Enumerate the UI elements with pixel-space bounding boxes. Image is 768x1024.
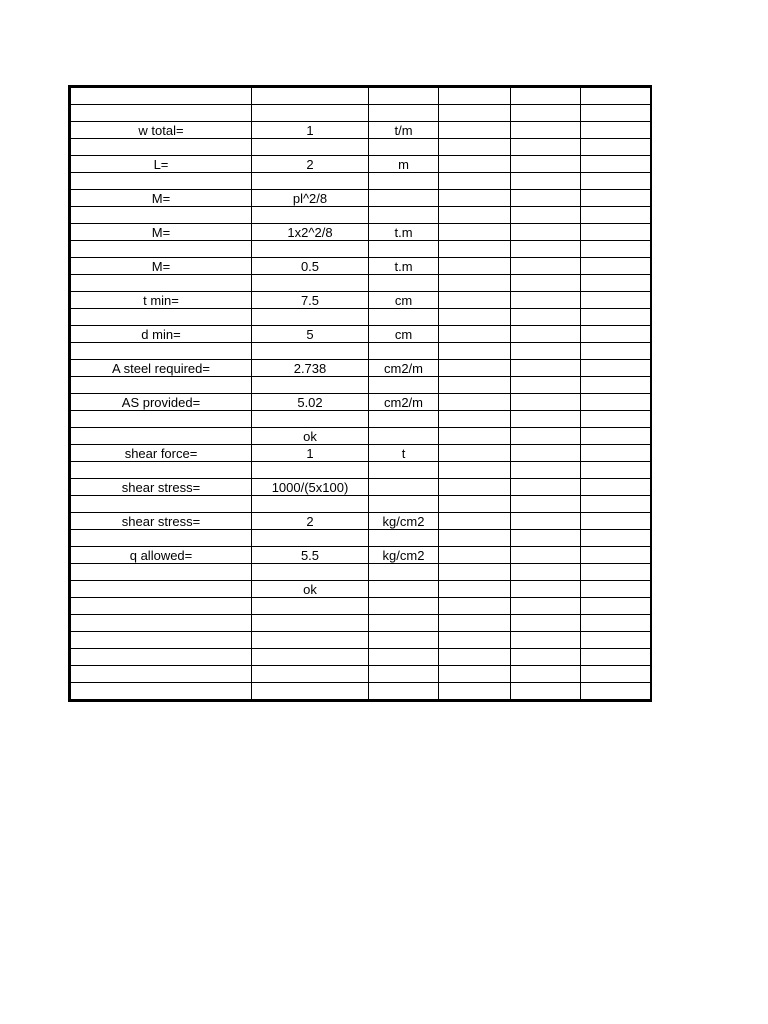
cell-col-f[interactable]	[581, 581, 651, 598]
cell-col-d[interactable]	[439, 292, 511, 309]
cell-col-e[interactable]	[511, 275, 581, 292]
table-row	[71, 598, 651, 615]
cell-unit[interactable]: kg/cm2	[369, 547, 439, 564]
cell-col-e[interactable]	[511, 122, 581, 139]
cell-col-f[interactable]	[581, 411, 651, 428]
table-row	[71, 649, 651, 666]
cell-unit[interactable]	[369, 343, 439, 360]
cell-col-f[interactable]	[581, 683, 651, 700]
cell-col-e[interactable]	[511, 649, 581, 666]
cell-unit[interactable]	[369, 530, 439, 547]
cell-value[interactable]: 2.738	[252, 360, 369, 377]
cell-col-d[interactable]	[439, 428, 511, 445]
table-row	[71, 173, 651, 190]
cell-label[interactable]: AS provided=	[71, 394, 252, 411]
cell-col-f[interactable]	[581, 224, 651, 241]
cell-label[interactable]: w total=	[71, 122, 252, 139]
cell-col-d[interactable]	[439, 411, 511, 428]
cell-col-d[interactable]	[439, 122, 511, 139]
cell-col-e[interactable]	[511, 411, 581, 428]
cell-label[interactable]	[71, 564, 252, 581]
cell-col-e[interactable]	[511, 445, 581, 462]
cell-label[interactable]	[71, 666, 252, 683]
cell-unit[interactable]: t	[369, 445, 439, 462]
cell-col-e[interactable]	[511, 581, 581, 598]
table-row	[71, 292, 651, 309]
table-row	[71, 530, 651, 547]
cell-unit[interactable]	[369, 428, 439, 445]
cell-col-d[interactable]	[439, 258, 511, 275]
cell-col-f[interactable]	[581, 530, 651, 547]
cell-col-d[interactable]	[439, 445, 511, 462]
table-row	[71, 326, 651, 343]
cell-col-e[interactable]	[511, 377, 581, 394]
cell-unit[interactable]	[369, 615, 439, 632]
cell-label[interactable]	[71, 411, 252, 428]
cell-col-f[interactable]	[581, 326, 651, 343]
table-row	[71, 377, 651, 394]
cell-col-f[interactable]	[581, 462, 651, 479]
cell-label[interactable]	[71, 343, 252, 360]
table-row	[71, 632, 651, 649]
cell-value[interactable]: ok	[252, 581, 369, 598]
cell-col-d[interactable]	[439, 666, 511, 683]
table-row	[71, 224, 651, 241]
cell-col-d[interactable]	[439, 683, 511, 700]
cell-label[interactable]	[71, 105, 252, 122]
cell-col-f[interactable]	[581, 275, 651, 292]
cell-col-f[interactable]	[581, 598, 651, 615]
cell-value[interactable]	[252, 530, 369, 547]
table-row	[71, 105, 651, 122]
cell-col-e[interactable]	[511, 598, 581, 615]
table-row	[71, 88, 651, 105]
cell-col-f[interactable]	[581, 343, 651, 360]
cell-col-f[interactable]	[581, 513, 651, 530]
cell-col-d[interactable]	[439, 547, 511, 564]
cell-col-d[interactable]	[439, 105, 511, 122]
cell-unit[interactable]	[369, 207, 439, 224]
cell-col-e[interactable]	[511, 547, 581, 564]
cell-col-d[interactable]	[439, 513, 511, 530]
cell-unit[interactable]: t.m	[369, 224, 439, 241]
cell-unit[interactable]: t.m	[369, 258, 439, 275]
cell-unit[interactable]	[369, 666, 439, 683]
cell-col-e[interactable]	[511, 513, 581, 530]
cell-value[interactable]: 2	[252, 513, 369, 530]
cell-label[interactable]	[71, 241, 252, 258]
cell-label[interactable]	[71, 530, 252, 547]
cell-col-d[interactable]	[439, 394, 511, 411]
cell-col-e[interactable]	[511, 428, 581, 445]
cell-label[interactable]	[71, 428, 252, 445]
cell-value[interactable]: 1000/(5x100)	[252, 479, 369, 496]
cell-unit[interactable]	[369, 173, 439, 190]
table-row	[71, 564, 651, 581]
cell-col-f[interactable]	[581, 309, 651, 326]
cell-label[interactable]	[71, 632, 252, 649]
table-row	[71, 190, 651, 207]
cell-value[interactable]	[252, 462, 369, 479]
cell-col-e[interactable]	[511, 343, 581, 360]
cell-col-d[interactable]	[439, 581, 511, 598]
cell-value[interactable]	[252, 241, 369, 258]
cell-label[interactable]: d min=	[71, 326, 252, 343]
cell-col-f[interactable]	[581, 377, 651, 394]
table-row	[71, 394, 651, 411]
cell-col-d[interactable]	[439, 156, 511, 173]
cell-label[interactable]	[71, 462, 252, 479]
cell-value[interactable]	[252, 139, 369, 156]
cell-col-f[interactable]	[581, 394, 651, 411]
cell-col-f[interactable]	[581, 632, 651, 649]
cell-col-d[interactable]	[439, 173, 511, 190]
cell-value[interactable]	[252, 564, 369, 581]
cell-label[interactable]: t min=	[71, 292, 252, 309]
cell-col-f[interactable]	[581, 122, 651, 139]
cell-col-e[interactable]	[511, 139, 581, 156]
cell-col-f[interactable]	[581, 496, 651, 513]
cell-label[interactable]	[71, 309, 252, 326]
cell-col-e[interactable]	[511, 615, 581, 632]
cell-col-e[interactable]	[511, 360, 581, 377]
cell-value[interactable]: 7.5	[252, 292, 369, 309]
cell-col-f[interactable]	[581, 564, 651, 581]
cell-value[interactable]	[252, 343, 369, 360]
cell-value[interactable]: ok	[252, 428, 369, 445]
cell-col-d[interactable]	[439, 241, 511, 258]
cell-value[interactable]	[252, 105, 369, 122]
cell-col-e[interactable]	[511, 105, 581, 122]
cell-value[interactable]	[252, 496, 369, 513]
cell-unit[interactable]	[369, 598, 439, 615]
cell-col-d[interactable]	[439, 496, 511, 513]
table-row	[71, 445, 651, 462]
cell-value[interactable]: 1	[252, 122, 369, 139]
cell-col-d[interactable]	[439, 343, 511, 360]
cell-col-e[interactable]	[511, 258, 581, 275]
cell-col-e[interactable]	[511, 479, 581, 496]
cell-unit[interactable]: cm2/m	[369, 394, 439, 411]
cell-value[interactable]	[252, 377, 369, 394]
cell-unit[interactable]	[369, 377, 439, 394]
cell-unit[interactable]	[369, 88, 439, 105]
cell-col-d[interactable]	[439, 309, 511, 326]
table-row	[71, 666, 651, 683]
table-row	[71, 207, 651, 224]
cell-label[interactable]: shear force=	[71, 445, 252, 462]
cell-col-d[interactable]	[439, 377, 511, 394]
table-body	[71, 88, 651, 700]
table-row	[71, 360, 651, 377]
cell-unit[interactable]: m	[369, 156, 439, 173]
cell-label[interactable]	[71, 683, 252, 700]
cell-unit[interactable]	[369, 139, 439, 156]
cell-value[interactable]	[252, 598, 369, 615]
table-row	[71, 139, 651, 156]
cell-col-f[interactable]	[581, 105, 651, 122]
cell-col-e[interactable]	[511, 88, 581, 105]
cell-col-f[interactable]	[581, 445, 651, 462]
cell-unit[interactable]: cm2/m	[369, 360, 439, 377]
cell-label[interactable]	[71, 581, 252, 598]
cell-col-f[interactable]	[581, 428, 651, 445]
cell-col-f[interactable]	[581, 207, 651, 224]
cell-col-e[interactable]	[511, 530, 581, 547]
cell-value[interactable]: pl^2/8	[252, 190, 369, 207]
cell-unit[interactable]	[369, 462, 439, 479]
cell-col-f[interactable]	[581, 190, 651, 207]
cell-label[interactable]	[71, 377, 252, 394]
cell-col-e[interactable]	[511, 156, 581, 173]
cell-col-d[interactable]	[439, 479, 511, 496]
cell-col-d[interactable]	[439, 190, 511, 207]
cell-unit[interactable]	[369, 564, 439, 581]
cell-label[interactable]: shear stress=	[71, 513, 252, 530]
cell-col-d[interactable]	[439, 462, 511, 479]
cell-col-f[interactable]	[581, 649, 651, 666]
cell-label[interactable]	[71, 615, 252, 632]
cell-unit[interactable]	[369, 632, 439, 649]
cell-label[interactable]	[71, 207, 252, 224]
cell-col-d[interactable]	[439, 207, 511, 224]
cell-label[interactable]	[71, 139, 252, 156]
table-row	[71, 615, 651, 632]
table-row	[71, 241, 651, 258]
table-row	[71, 683, 651, 700]
cell-col-f[interactable]	[581, 479, 651, 496]
cell-value[interactable]	[252, 666, 369, 683]
table-row	[71, 309, 651, 326]
cell-unit[interactable]: cm	[369, 292, 439, 309]
cell-unit[interactable]: t/m	[369, 122, 439, 139]
cell-value[interactable]: 5.02	[252, 394, 369, 411]
cell-col-d[interactable]	[439, 275, 511, 292]
cell-col-e[interactable]	[511, 496, 581, 513]
cell-unit[interactable]	[369, 411, 439, 428]
cell-col-e[interactable]	[511, 632, 581, 649]
cell-unit[interactable]	[369, 190, 439, 207]
cell-col-f[interactable]	[581, 547, 651, 564]
cell-col-d[interactable]	[439, 360, 511, 377]
cell-col-f[interactable]	[581, 258, 651, 275]
cell-value[interactable]	[252, 649, 369, 666]
cell-col-e[interactable]	[511, 241, 581, 258]
cell-col-d[interactable]	[439, 615, 511, 632]
cell-unit[interactable]	[369, 479, 439, 496]
cell-col-e[interactable]	[511, 207, 581, 224]
cell-unit[interactable]	[369, 309, 439, 326]
cell-col-e[interactable]	[511, 326, 581, 343]
table-row	[71, 275, 651, 292]
cell-unit[interactable]	[369, 496, 439, 513]
cell-label[interactable]: L=	[71, 156, 252, 173]
cell-value[interactable]	[252, 411, 369, 428]
cell-col-d[interactable]	[439, 224, 511, 241]
cell-value[interactable]: 2	[252, 156, 369, 173]
table-row	[71, 258, 651, 275]
cell-value[interactable]	[252, 615, 369, 632]
table-row	[71, 547, 651, 564]
calculation-table	[70, 87, 651, 700]
cell-value[interactable]	[252, 632, 369, 649]
cell-value[interactable]: 1	[252, 445, 369, 462]
cell-unit[interactable]: kg/cm2	[369, 513, 439, 530]
cell-col-e[interactable]	[511, 564, 581, 581]
cell-col-f[interactable]	[581, 173, 651, 190]
cell-unit[interactable]	[369, 275, 439, 292]
cell-col-e[interactable]	[511, 292, 581, 309]
cell-col-e[interactable]	[511, 190, 581, 207]
cell-value[interactable]	[252, 683, 369, 700]
cell-col-e[interactable]	[511, 173, 581, 190]
table-row	[71, 479, 651, 496]
cell-unit[interactable]: cm	[369, 326, 439, 343]
cell-label[interactable]: M=	[71, 258, 252, 275]
cell-label[interactable]	[71, 598, 252, 615]
cell-value[interactable]	[252, 88, 369, 105]
table-row	[71, 156, 651, 173]
cell-label[interactable]: q allowed=	[71, 547, 252, 564]
cell-unit[interactable]	[369, 649, 439, 666]
cell-value[interactable]: 5.5	[252, 547, 369, 564]
cell-value[interactable]	[252, 309, 369, 326]
table-row	[71, 122, 651, 139]
cell-col-e[interactable]	[511, 394, 581, 411]
table-row	[71, 513, 651, 530]
cell-col-d[interactable]	[439, 326, 511, 343]
cell-label[interactable]: M=	[71, 190, 252, 207]
table-row	[71, 428, 651, 445]
cell-col-f[interactable]	[581, 666, 651, 683]
cell-label[interactable]: M=	[71, 224, 252, 241]
cell-unit[interactable]	[369, 683, 439, 700]
cell-label[interactable]	[71, 88, 252, 105]
cell-label[interactable]	[71, 275, 252, 292]
table-row	[71, 343, 651, 360]
cell-col-d[interactable]	[439, 598, 511, 615]
cell-col-d[interactable]	[439, 564, 511, 581]
cell-label[interactable]	[71, 173, 252, 190]
cell-col-d[interactable]	[439, 88, 511, 105]
cell-col-d[interactable]	[439, 530, 511, 547]
cell-col-e[interactable]	[511, 683, 581, 700]
cell-col-f[interactable]	[581, 88, 651, 105]
table-row	[71, 462, 651, 479]
cell-col-f[interactable]	[581, 156, 651, 173]
cell-value[interactable]: 1x2^2/8	[252, 224, 369, 241]
table-row	[71, 496, 651, 513]
cell-col-d[interactable]	[439, 649, 511, 666]
cell-col-f[interactable]	[581, 615, 651, 632]
cell-unit[interactable]	[369, 105, 439, 122]
cell-unit[interactable]	[369, 581, 439, 598]
spreadsheet	[68, 85, 652, 702]
cell-label[interactable]: shear stress=	[71, 479, 252, 496]
cell-col-e[interactable]	[511, 666, 581, 683]
cell-col-e[interactable]	[511, 309, 581, 326]
cell-col-e[interactable]	[511, 224, 581, 241]
cell-col-f[interactable]	[581, 360, 651, 377]
cell-value[interactable]	[252, 275, 369, 292]
cell-col-d[interactable]	[439, 139, 511, 156]
table-row	[71, 581, 651, 598]
table-row	[71, 411, 651, 428]
cell-unit[interactable]	[369, 241, 439, 258]
cell-label[interactable]: A steel required=	[71, 360, 252, 377]
cell-col-e[interactable]	[511, 462, 581, 479]
cell-col-f[interactable]	[581, 139, 651, 156]
cell-value[interactable]	[252, 173, 369, 190]
cell-col-f[interactable]	[581, 292, 651, 309]
cell-value[interactable]	[252, 207, 369, 224]
cell-value[interactable]: 5	[252, 326, 369, 343]
cell-label[interactable]	[71, 649, 252, 666]
cell-col-d[interactable]	[439, 632, 511, 649]
cell-col-f[interactable]	[581, 241, 651, 258]
cell-label[interactable]	[71, 496, 252, 513]
cell-value[interactable]: 0.5	[252, 258, 369, 275]
